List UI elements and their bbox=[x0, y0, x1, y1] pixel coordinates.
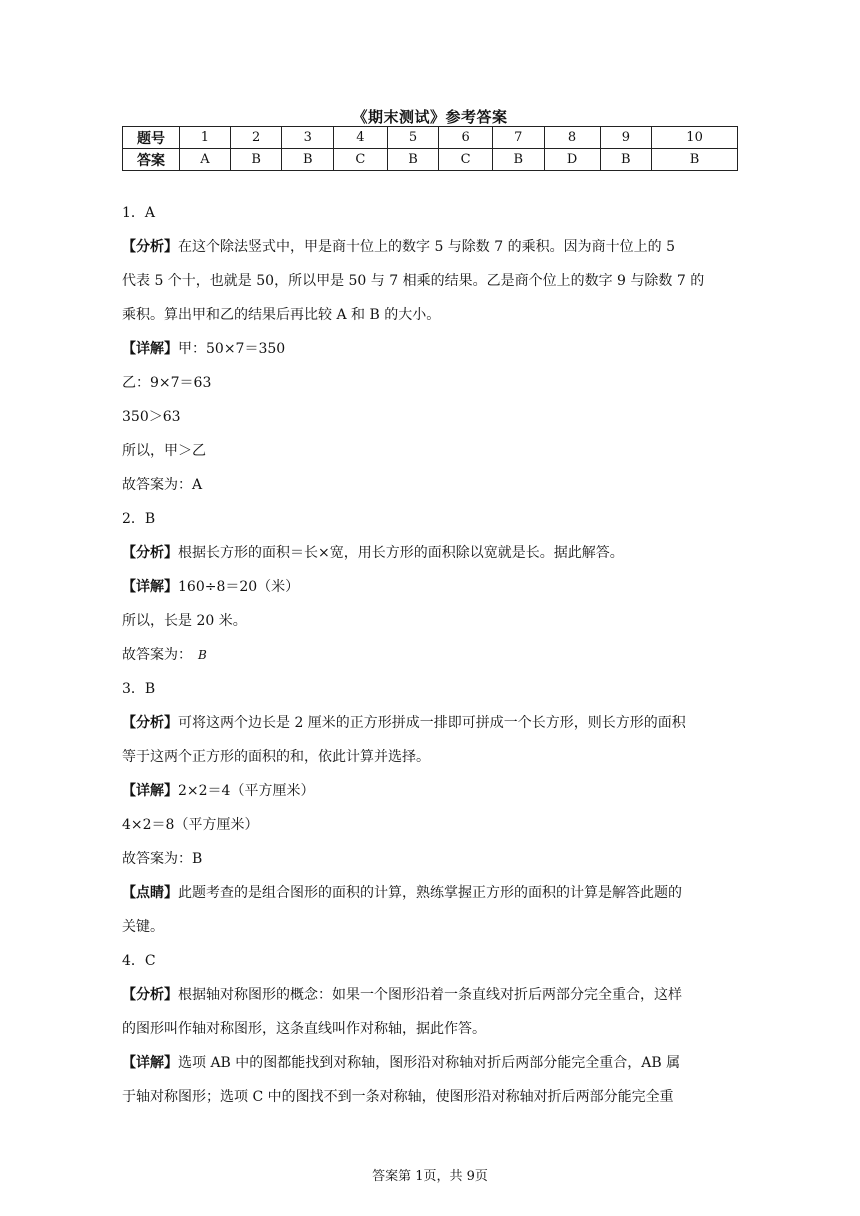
question-heading: 4．C bbox=[122, 953, 156, 969]
analysis-text: 代表 5 个十，也就是 50，所以甲是 50 与 7 相乘的结果。乙是商个位上的数字 9 与除数 7 的 bbox=[122, 273, 705, 289]
comment-paragraph bbox=[122, 876, 738, 910]
table-cell: 7 bbox=[492, 127, 544, 149]
answer-table bbox=[122, 126, 738, 171]
table-cell: 5 bbox=[387, 127, 439, 149]
answer-line: 故答案为：B bbox=[122, 851, 203, 867]
analysis-text: 可将这两个边长是 2 厘米的正方形拼成一排即可拼成一个长方形，则长方形的面积 bbox=[178, 715, 686, 731]
detail-tag: 【详解】 bbox=[122, 783, 178, 799]
table-cell: C bbox=[439, 149, 493, 171]
detail-text: 乙：9×7＝63 bbox=[122, 375, 212, 391]
table-cell: 8 bbox=[544, 127, 600, 149]
page-footer: 答案第 1页，共 9页 bbox=[372, 1169, 488, 1184]
comment-text: 此题考查的是组合图形的面积的计算，熟练掌握正方形的面积的计算是解答此题的 bbox=[178, 885, 682, 901]
comment-text: 关键。 bbox=[122, 919, 164, 935]
table-cell: B bbox=[387, 149, 439, 171]
table-cell: 6 bbox=[439, 127, 493, 149]
table-cell: B bbox=[652, 149, 738, 171]
table-cell: A bbox=[180, 149, 231, 171]
detail-text: 所以，长是 20 米。 bbox=[122, 613, 247, 629]
answer-line bbox=[122, 638, 738, 672]
detail-paragraph bbox=[122, 332, 738, 366]
comment-tag: 【点睛】 bbox=[122, 885, 178, 901]
detail-text: 选项 AB 中的图都能找到对称轴，图形沿对称轴对折后两部分能完全重合，AB 属 bbox=[178, 1055, 681, 1071]
table-cell: B bbox=[600, 149, 652, 171]
table-header-number: 题号 bbox=[123, 127, 180, 149]
detail-paragraph bbox=[122, 774, 738, 808]
analysis-tag: 【分析】 bbox=[122, 239, 178, 255]
table-cell: 10 bbox=[652, 127, 738, 149]
question-heading: 3．B bbox=[122, 681, 156, 697]
page-title: 《期末测试》参考答案 bbox=[352, 108, 508, 126]
detail-paragraph bbox=[122, 1046, 738, 1080]
detail-text: 350＞63 bbox=[122, 409, 181, 425]
analysis-tag: 【分析】 bbox=[122, 987, 178, 1003]
table-cell: B bbox=[282, 149, 334, 171]
detail-tag: 【详解】 bbox=[122, 341, 178, 357]
answer-content bbox=[122, 196, 738, 1114]
detail-tag: 【详解】 bbox=[122, 579, 178, 595]
table-cell: 9 bbox=[600, 127, 652, 149]
table-cell: C bbox=[334, 149, 388, 171]
table-header-answer: 答案 bbox=[123, 149, 180, 171]
detail-text: 4×2＝8（平方厘米） bbox=[122, 817, 259, 833]
analysis-tag: 【分析】 bbox=[122, 715, 178, 731]
table-row bbox=[123, 127, 738, 149]
question-heading: 1．A bbox=[122, 205, 156, 221]
analysis-paragraph bbox=[122, 536, 738, 570]
table-cell: 3 bbox=[282, 127, 334, 149]
detail-text: 2×2＝4（平方厘米） bbox=[178, 783, 315, 799]
detail-text: 甲：50×7＝350 bbox=[178, 341, 286, 357]
detail-text: 所以，甲＞乙 bbox=[122, 443, 206, 459]
analysis-tag: 【分析】 bbox=[122, 545, 178, 561]
detail-text: 于轴对称图形；选项 C 中的图找不到一条对称轴，使图形沿对称轴对折后两部分能完全重 bbox=[122, 1089, 674, 1105]
analysis-text: 的图形叫作轴对称图形，这条直线叫作对称轴，据此作答。 bbox=[122, 1021, 486, 1037]
answer-line: 故答案为：A bbox=[122, 477, 203, 493]
detail-text: 160÷8＝20（米） bbox=[178, 579, 300, 595]
answer-value: B bbox=[198, 648, 207, 662]
analysis-text: 等于这两个正方形的面积的和，依此计算并选择。 bbox=[122, 749, 430, 765]
table-cell: B bbox=[492, 149, 544, 171]
table-cell: D bbox=[544, 149, 600, 171]
table-cell: B bbox=[230, 149, 282, 171]
analysis-text: 根据长方形的面积＝长×宽，用长方形的面积除以宽就是长。据此解答。 bbox=[178, 545, 624, 561]
analysis-paragraph bbox=[122, 978, 738, 1012]
table-cell: 1 bbox=[180, 127, 231, 149]
question-heading: 2．B bbox=[122, 511, 156, 527]
analysis-paragraph bbox=[122, 230, 738, 264]
analysis-paragraph bbox=[122, 706, 738, 740]
analysis-text: 乘积。算出甲和乙的结果后再比较 A 和 B 的大小。 bbox=[122, 307, 441, 323]
answer-label: 故答案为： bbox=[122, 647, 192, 663]
detail-tag: 【详解】 bbox=[122, 1055, 178, 1071]
analysis-text: 根据轴对称图形的概念：如果一个图形沿着一条直线对折后两部分完全重合，这样 bbox=[178, 987, 682, 1003]
table-row bbox=[123, 149, 738, 171]
analysis-text: 在这个除法竖式中，甲是商十位上的数字 5 与除数 7 的乘积。因为商十位上的 5 bbox=[178, 239, 675, 255]
detail-paragraph bbox=[122, 570, 738, 604]
table-cell: 4 bbox=[334, 127, 388, 149]
table-cell: 2 bbox=[230, 127, 282, 149]
